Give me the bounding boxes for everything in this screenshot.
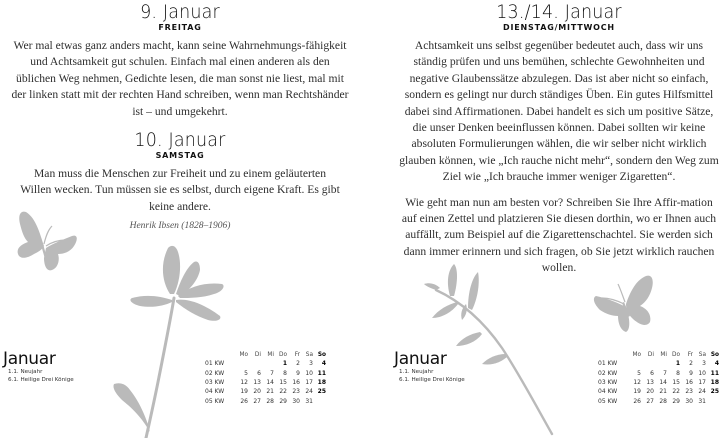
day-cell: 19	[633, 388, 641, 396]
week-number: 02 KW	[205, 369, 225, 377]
entry-9-januar	[0, 2, 360, 120]
weekday-label: Mo	[632, 351, 641, 358]
day-cell: 9	[296, 369, 300, 377]
day-cell: 28	[659, 397, 667, 405]
day-cell: 6	[257, 369, 261, 377]
day-cell: 29	[672, 397, 680, 405]
week-row	[205, 378, 326, 387]
day-cell: 20	[646, 388, 654, 396]
week-row	[205, 359, 326, 368]
weekday-label: Di	[647, 351, 654, 358]
day-cell: 28	[266, 397, 274, 405]
day-cell: 14	[659, 379, 667, 387]
right-page	[360, 0, 720, 438]
day-cell: 12	[633, 379, 641, 387]
day-cell: 23	[292, 388, 300, 396]
entry-text: Wer mal etwas ganz anders macht, kann seine Wahrnehmungs-fähigkeit und Achtsamkeit gut schulen. Einfach mal einen anderen als den üblichen Weg nehmen, Gedichte lesen, die man sonst nie liest, mal mit der linken statt mit der rechten Hand schreiben, wenn man Rechtshänder ist – und umgekehrt.	[11, 39, 349, 118]
entry-weekday: FREITAG	[158, 23, 202, 32]
entry-date: 10. Januar	[134, 129, 226, 151]
day-cell: 22	[279, 388, 287, 396]
weekday-label: Do	[278, 351, 287, 358]
day-cell: 24	[305, 388, 313, 396]
day-cell: 6	[650, 369, 654, 377]
day-cell	[261, 359, 274, 368]
holiday-item: 6.1. Heilige Drei Könige	[399, 377, 465, 383]
day-cell: 21	[266, 388, 274, 396]
weekday-label: Fr	[687, 351, 693, 358]
day-cell	[706, 396, 719, 405]
entry-weekday: SAMSTAG	[155, 151, 205, 160]
day-cell	[235, 359, 248, 368]
day-cell: 17	[698, 379, 706, 387]
entry-text: Man muss die Menschen zur Freiheit und zu einem geläuterten Willen wecken. Tun müssen sie es selbst, durch eigene Kraft. Es gibt keine andere.	[20, 167, 340, 213]
weekday-label: Fr	[294, 351, 300, 358]
weekday-header-row	[205, 350, 326, 359]
day-cell: 13	[646, 379, 654, 387]
weekday-label: Mo	[239, 351, 248, 358]
day-cell: 15	[279, 379, 287, 387]
day-cell: 25	[710, 388, 719, 396]
day-cell: 2	[296, 360, 300, 368]
day-cell: 18	[317, 379, 326, 387]
holiday-item: 1.1. Neujahr	[8, 369, 43, 375]
day-cell: 4	[321, 360, 326, 368]
day-cell: 12	[240, 379, 248, 387]
week-number: 01 KW	[598, 360, 618, 368]
day-cell: 1	[282, 360, 287, 368]
day-cell: 9	[689, 369, 693, 377]
day-cell: 8	[283, 369, 287, 377]
week-row	[598, 396, 719, 405]
day-cell: 10	[305, 369, 313, 377]
day-cell: 27	[253, 397, 261, 405]
day-cell: 3	[702, 360, 706, 368]
quote-author: Henrik Ibsen (1828–1906)	[129, 221, 231, 232]
day-cell: 21	[659, 388, 667, 396]
day-cell: 25	[317, 388, 326, 396]
day-cell	[248, 359, 261, 368]
day-cell: 31	[698, 397, 706, 405]
day-cell	[628, 359, 641, 368]
day-cell: 19	[240, 388, 248, 396]
entry-13-14-januar	[398, 2, 720, 277]
day-cell: 22	[672, 388, 680, 396]
day-cell: 30	[685, 397, 693, 405]
weekday-label: Di	[254, 351, 261, 358]
weekday-label: So	[317, 351, 326, 358]
day-cell: 11	[710, 369, 719, 377]
day-cell: 2	[689, 360, 693, 368]
day-cell: 3	[309, 360, 313, 368]
week-row	[598, 378, 719, 387]
week-number: 03 KW	[598, 379, 618, 387]
day-cell: 7	[270, 369, 274, 377]
week-row	[598, 387, 719, 396]
week-row	[205, 396, 326, 405]
week-number: 03 KW	[205, 379, 225, 387]
day-cell	[654, 359, 667, 368]
entry-weekday: DIENSTAG/MITTWOCH	[503, 23, 615, 32]
day-cell: 14	[266, 379, 274, 387]
mini-calendar	[205, 350, 326, 406]
entry-date: 9. Januar	[140, 1, 220, 23]
month-name: Januar	[394, 349, 447, 369]
week-number: 02 KW	[598, 369, 618, 377]
day-cell: 31	[305, 397, 313, 405]
entry-text: Achtsamkeit uns selbst gegenüber bedeutet auch, dass wir uns ständig prüfen und uns bemühen, schlechte Gewohnheiten und negative Glaubenssätze abzulegen. Das ist aber nicht so einfach, sondern es gelingt nur durch ständiges Üben. Ein gutes Hilfsmittel dabei sind Affirmationen. Dabei handelt es sich um positive Sätze, die unser Denken beeinflussen können. Dabei sollten wir keine absoluten Formulierungen wählen, die wir selber nicht wirklich glauben können, wie „Ich rauche nicht mehr“, sondern den Weg zum Ziel wie „Ich brauche immer weniger Zigaretten“.	[399, 39, 719, 184]
day-cell	[641, 359, 654, 368]
day-cell: 15	[672, 379, 680, 387]
day-cell: 1	[675, 360, 680, 368]
month-legend	[3, 350, 74, 384]
week-number: 04 KW	[598, 388, 618, 396]
day-cell: 24	[698, 388, 706, 396]
week-number: 05 KW	[598, 397, 618, 405]
day-cell: 23	[685, 388, 693, 396]
day-cell: 16	[292, 379, 300, 387]
month-legend	[394, 350, 465, 384]
day-cell	[313, 396, 326, 405]
week-number: 04 KW	[205, 388, 225, 396]
day-cell: 30	[292, 397, 300, 405]
day-cell: 26	[240, 397, 248, 405]
day-cell: 10	[698, 369, 706, 377]
day-cell: 8	[676, 369, 680, 377]
week-row	[598, 369, 719, 378]
month-name: Januar	[3, 349, 56, 369]
weekday-label: So	[710, 351, 719, 358]
day-cell: 17	[305, 379, 313, 387]
day-cell: 26	[633, 397, 641, 405]
week-number: 01 KW	[205, 360, 225, 368]
entry-text: Wie geht man nun am besten vor? Schreiben Sie Ihre Affir-mation auf einen Zettel und platzieren Sie diesen dorthin, wo er Ihnen auch auffällt, zum Beispiel auf die Zigarettenschachtel. Sie werden sich dann immer erinnern und sich fragen, ob Sie jetzt wirklich rauchen wollen.	[401, 195, 717, 275]
day-cell: 13	[253, 379, 261, 387]
butterfly-icon	[14, 208, 78, 274]
week-row	[205, 387, 326, 396]
holiday-item: 1.1. Neujahr	[399, 369, 434, 375]
mini-calendar	[598, 350, 719, 406]
day-cell: 18	[710, 379, 719, 387]
weekday-label: Mi	[267, 351, 274, 358]
weekday-header-row	[598, 350, 719, 359]
week-row	[598, 359, 719, 368]
butterfly-icon	[592, 272, 658, 334]
week-row	[205, 369, 326, 378]
week-number: 05 KW	[205, 397, 225, 405]
weekday-label: Sa	[305, 351, 313, 358]
entry-date: 13./14. Januar	[496, 1, 622, 23]
day-cell: 7	[663, 369, 667, 377]
day-cell: 11	[317, 369, 326, 377]
holiday-item: 6.1. Heilige Drei Könige	[8, 377, 74, 383]
flower-branch-icon	[110, 242, 250, 438]
day-cell: 20	[253, 388, 261, 396]
day-cell: 4	[714, 360, 719, 368]
day-cell: 16	[685, 379, 693, 387]
weekday-label: Sa	[698, 351, 706, 358]
weekday-label: Do	[671, 351, 680, 358]
day-cell: 5	[637, 369, 641, 377]
day-cell: 29	[279, 397, 287, 405]
day-cell: 5	[244, 369, 248, 377]
weekday-label: Mi	[660, 351, 667, 358]
day-cell: 27	[646, 397, 654, 405]
